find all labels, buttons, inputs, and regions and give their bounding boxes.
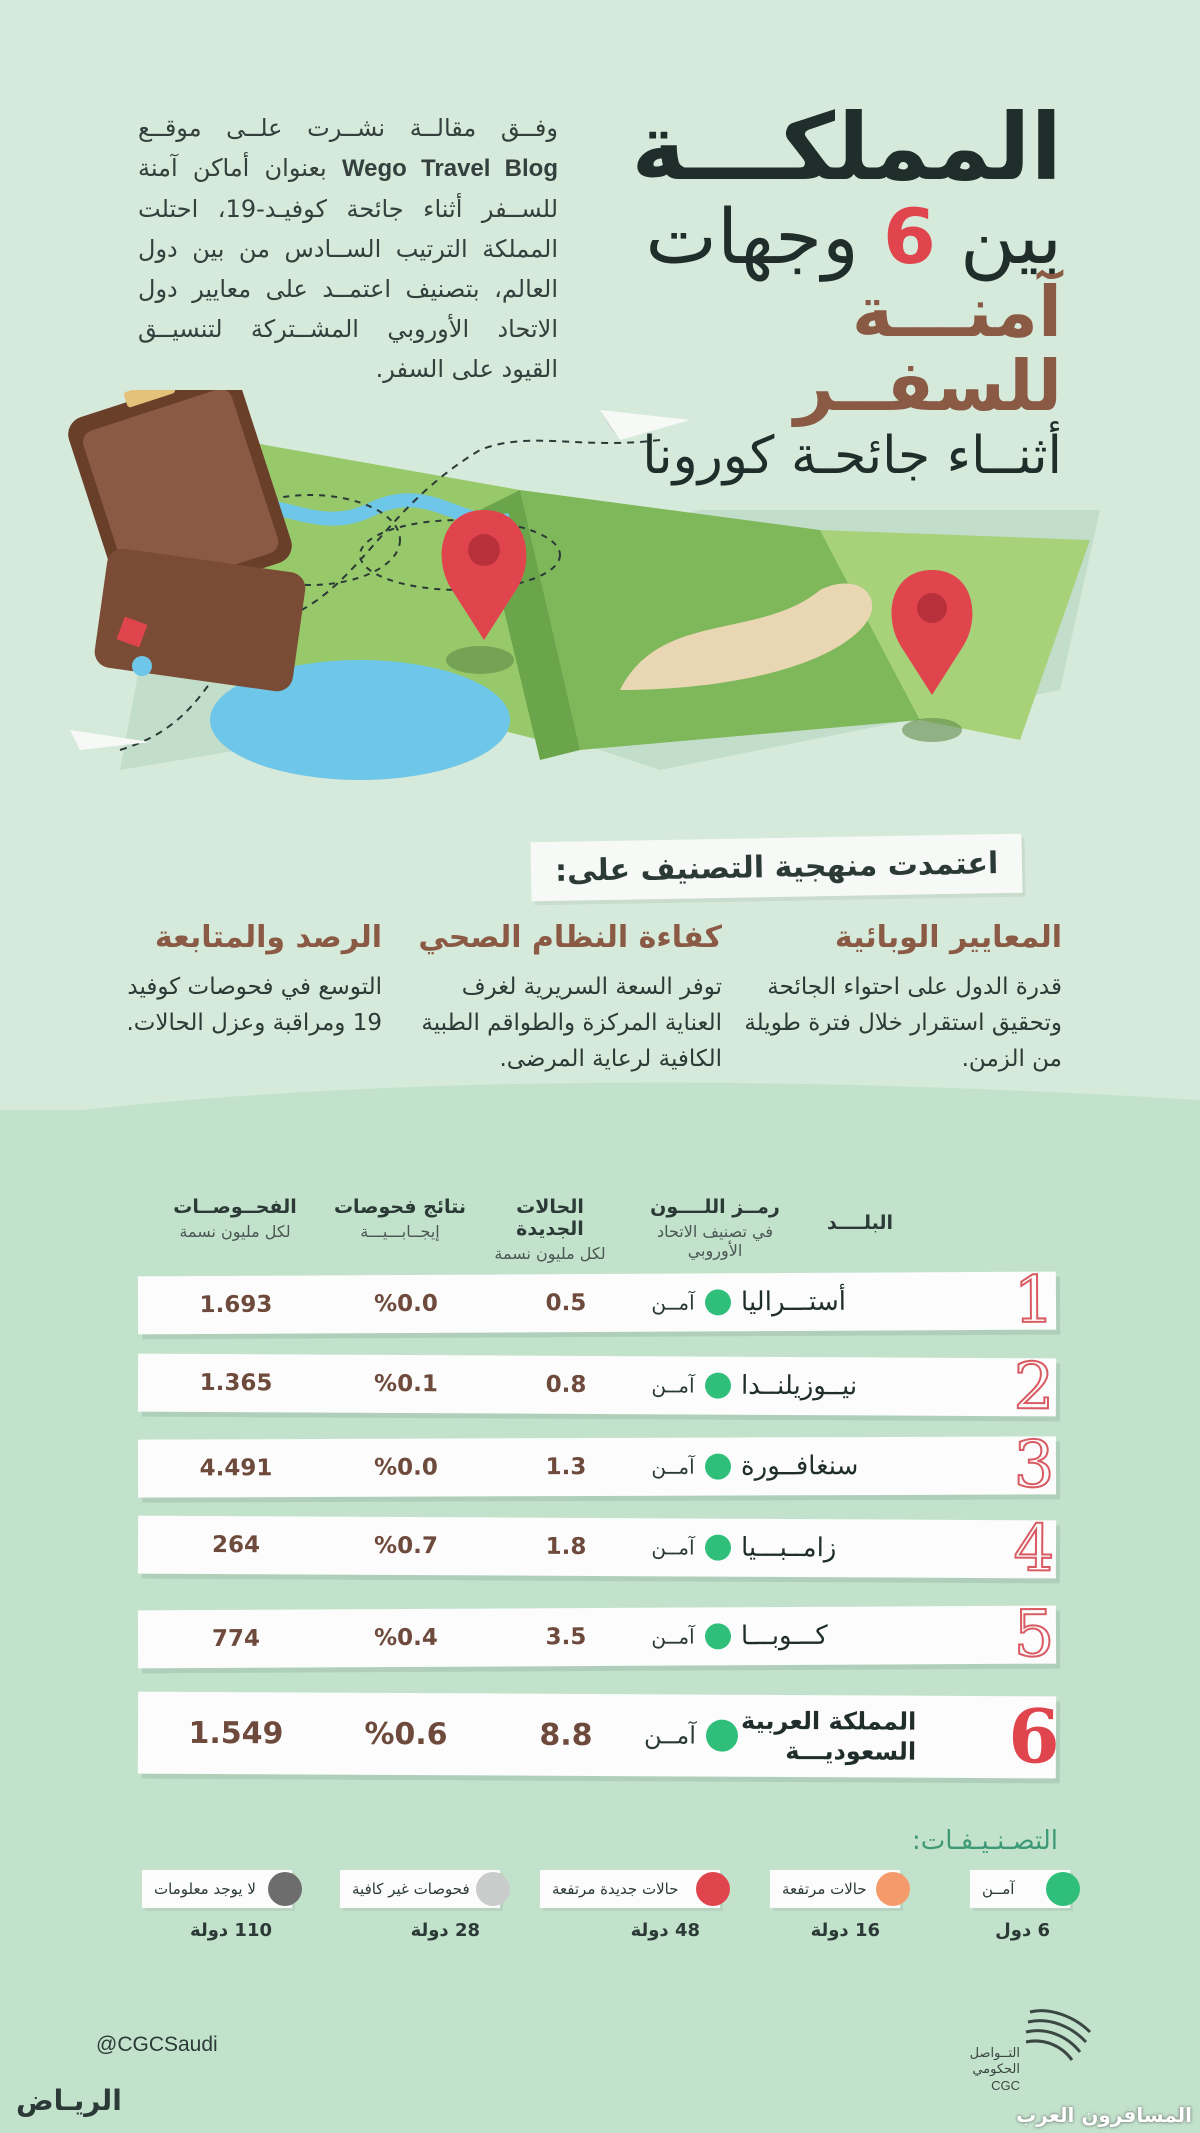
watermark: المسافرون العرب <box>1016 2103 1192 2127</box>
header-tests <box>150 1196 320 1241</box>
status-label: آمــن <box>644 1721 697 1750</box>
legend-label: حالات مرتفعة <box>782 1880 867 1898</box>
intro-brand: Wego Travel Blog <box>341 155 558 182</box>
country-name: زامــبـــيا <box>740 1532 837 1564</box>
criterion-health-system <box>402 920 722 1077</box>
status-badge <box>626 1518 756 1577</box>
legend-pill <box>770 1870 900 1908</box>
table-row <box>138 1597 1056 1672</box>
tests-value: 1.549 <box>188 1715 284 1751</box>
title-line-3: آمنـــة للسفــر <box>794 271 1062 427</box>
criterion-monitoring <box>122 920 382 1041</box>
legend-title: التصـنـيـفـات: <box>911 1826 1058 1856</box>
title-line-4: أثنــاء جائحـة كورونا <box>642 426 1062 487</box>
cgc-mark-icon <box>1020 2002 1100 2072</box>
new-cases-value: 0.8 <box>545 1371 587 1398</box>
legend-pill <box>540 1870 720 1908</box>
header-country <box>790 1212 930 1234</box>
cgc-text-en: CGC <box>991 2078 1020 2093</box>
tests-value: 264 <box>211 1531 261 1559</box>
criterion-text: توفر السعة السريرية لغرف العناية المركزة والطواقم الطبية الكافية لرعاية المرضى. <box>421 974 722 1072</box>
cgc-logo <box>960 2002 1100 2102</box>
intro-part-2: بعنوان أماكن آمنة للســفر أثناء جائحة كوفيـد-19، احتلت المملكة الترتيب الســادس من بين دول العالم، بتصنيف اعتمــد على معايير دول الاتحاد الأوروبي المشــتركة لتنسيــق القيود على السفر. <box>138 154 559 383</box>
orange-dot-icon <box>876 1872 910 1906</box>
country-name: نيــوزيلنــدا <box>740 1370 858 1402</box>
criterion-heading: المعايير الوبائية <box>834 920 1062 955</box>
status-label: آمــن <box>651 1454 695 1479</box>
header-new-label: الحالات الجديدة <box>516 1196 584 1240</box>
positive-rate-value: %0.6 <box>364 1716 448 1752</box>
rank-number: 3 <box>1013 1428 1055 1503</box>
legend-item-insufficient-tests <box>340 1870 500 1941</box>
legend-count: 6 دول <box>995 1920 1050 1941</box>
cgc-text <box>960 2046 1020 2094</box>
header-positive-tests <box>330 1196 470 1241</box>
criterion-heading: الرصد والمتابعة <box>154 920 382 955</box>
positive-rate-value: %0.7 <box>374 1532 438 1560</box>
legend-pill <box>142 1870 292 1908</box>
legend-pill <box>970 1870 1070 1908</box>
cgc-text-line-2: الحكومي <box>972 2062 1020 2077</box>
status-badge <box>626 1607 756 1666</box>
country-name <box>741 1695 961 1778</box>
status-label: آمــن <box>651 1290 695 1315</box>
table-row <box>138 1512 1056 1587</box>
methodology-title: اعتمدت منهجية التصنيف على: <box>530 834 1022 902</box>
header-color-sublabel: في تصنيف الاتحاد الأوروبي <box>656 1222 774 1260</box>
tests-value: 1.693 <box>199 1291 273 1319</box>
status-badge <box>626 1356 756 1415</box>
new-cases-value: 3.5 <box>545 1624 587 1651</box>
status-label: آمــن <box>651 1624 695 1649</box>
criterion-heading: كفاءة النظام الصحي <box>418 920 722 955</box>
country-name-line-2: السعوديـــة <box>785 1736 917 1766</box>
table-row-saudi-arabia <box>138 1692 1060 1781</box>
legend-count: 28 دولة <box>410 1920 480 1941</box>
country-name: أستـــراليا <box>740 1286 847 1318</box>
header-country-label: البلــــد <box>826 1212 894 1234</box>
header-color-code <box>630 1196 800 1260</box>
twitter-handle: @CGCSaudi <box>96 2033 218 2056</box>
legend-count: 48 دولة <box>630 1920 700 1941</box>
status-badge <box>626 1694 756 1777</box>
positive-rate-value: %0.1 <box>374 1370 438 1398</box>
safe-dot-icon <box>1046 1872 1080 1906</box>
legend-label: فحوصات غير كافية <box>352 1880 470 1898</box>
status-label: آمــن <box>651 1373 695 1398</box>
status-label: آمــن <box>651 1535 695 1560</box>
tests-value: 4.491 <box>199 1455 273 1482</box>
country-name-line-1: المملكة العربية <box>741 1706 917 1736</box>
positive-rate-value: %0.4 <box>374 1624 438 1652</box>
intro-part-1: وفــق مقالــة نشــرت علــى موقــع <box>138 114 558 142</box>
legend-item-no-data <box>142 1870 292 1941</box>
legend-pill <box>340 1870 500 1908</box>
new-cases-value: 1.3 <box>545 1454 587 1481</box>
rank-number: 1 <box>1013 1263 1055 1338</box>
title-number: 6 <box>882 191 936 281</box>
map-suitcase-illustration <box>60 390 1120 790</box>
rank-number: 5 <box>1013 1597 1055 1672</box>
table-row <box>138 1350 1056 1425</box>
safe-dot-icon <box>705 1535 731 1561</box>
title-line-1: المملكـــة <box>631 94 1062 201</box>
status-badge <box>626 1273 756 1332</box>
new-cases-value: 8.8 <box>539 1717 593 1753</box>
legend-item-high-new-cases <box>540 1870 720 1941</box>
criterion-text: قدرة الدول على احتواء الجائحة وتحقيق استقرار خلال فترة طويلة من الزمن. <box>744 974 1062 1072</box>
header-tests-sublabel: لكل مليون نسمة <box>179 1222 291 1241</box>
tests-value: 1.365 <box>199 1369 273 1397</box>
positive-rate-value: %0.0 <box>374 1290 438 1318</box>
country-name: كـــوبـــا <box>740 1620 828 1652</box>
red-dot-icon <box>696 1872 730 1906</box>
tests-value: 774 <box>211 1625 261 1653</box>
grey-dot-icon <box>476 1872 510 1906</box>
criterion-epidemiological <box>742 920 1062 1077</box>
legend-label: آمــن <box>982 1880 1015 1898</box>
safe-dot-icon <box>705 1623 731 1649</box>
criteria-section <box>128 920 1062 1090</box>
legend-item-high-cases <box>770 1870 900 1941</box>
country-name: سنغافــورة <box>740 1451 859 1482</box>
legend-count: 110 دولة <box>190 1920 272 1941</box>
table-row <box>138 1263 1056 1338</box>
title-line-2 <box>602 191 1062 281</box>
safe-dot-icon <box>705 1373 731 1399</box>
header-color-label: رمــز اللــــون <box>650 1196 780 1218</box>
header-pos-sublabel: إيجــابـــيـــة <box>360 1222 440 1241</box>
safe-dot-icon <box>705 1454 731 1480</box>
legend-item-safe <box>970 1870 1070 1941</box>
intro-paragraph <box>138 108 558 389</box>
riyadh-logo: الريـاض <box>16 2084 122 2117</box>
rank-number: 6 <box>1008 1694 1060 1781</box>
title-line-2-post: وجهات <box>645 191 859 281</box>
header-new-cases <box>480 1196 620 1263</box>
legend-label: حالات جديدة مرتفعة <box>552 1880 679 1898</box>
safe-dot-icon <box>706 1720 738 1752</box>
new-cases-value: 1.8 <box>545 1533 587 1560</box>
positive-rate-value: %0.0 <box>374 1454 438 1481</box>
safe-dot-icon <box>705 1289 731 1315</box>
status-badge <box>626 1437 756 1495</box>
legend-label: لا يوجد معلومات <box>154 1880 256 1898</box>
title-line-2-pre: بين <box>960 191 1062 281</box>
header-pos-label: نتائج فحوصات <box>333 1196 467 1218</box>
legend-count: 16 دولة <box>810 1920 880 1941</box>
criterion-text: التوسع في فحوصات كوفيد 19 ومراقبة وعزل الحالات. <box>126 974 382 1036</box>
header-tests-label: الفحــوصــات <box>173 1196 297 1218</box>
rank-number: 4 <box>1013 1512 1055 1587</box>
dark-grey-dot-icon <box>268 1872 302 1906</box>
new-cases-value: 0.5 <box>545 1290 587 1317</box>
cgc-text-line-1: التــواصل <box>969 2046 1020 2061</box>
table-row <box>138 1428 1056 1503</box>
header-new-sublabel: لكل مليون نسمة <box>494 1244 606 1263</box>
rank-number: 2 <box>1013 1350 1055 1425</box>
